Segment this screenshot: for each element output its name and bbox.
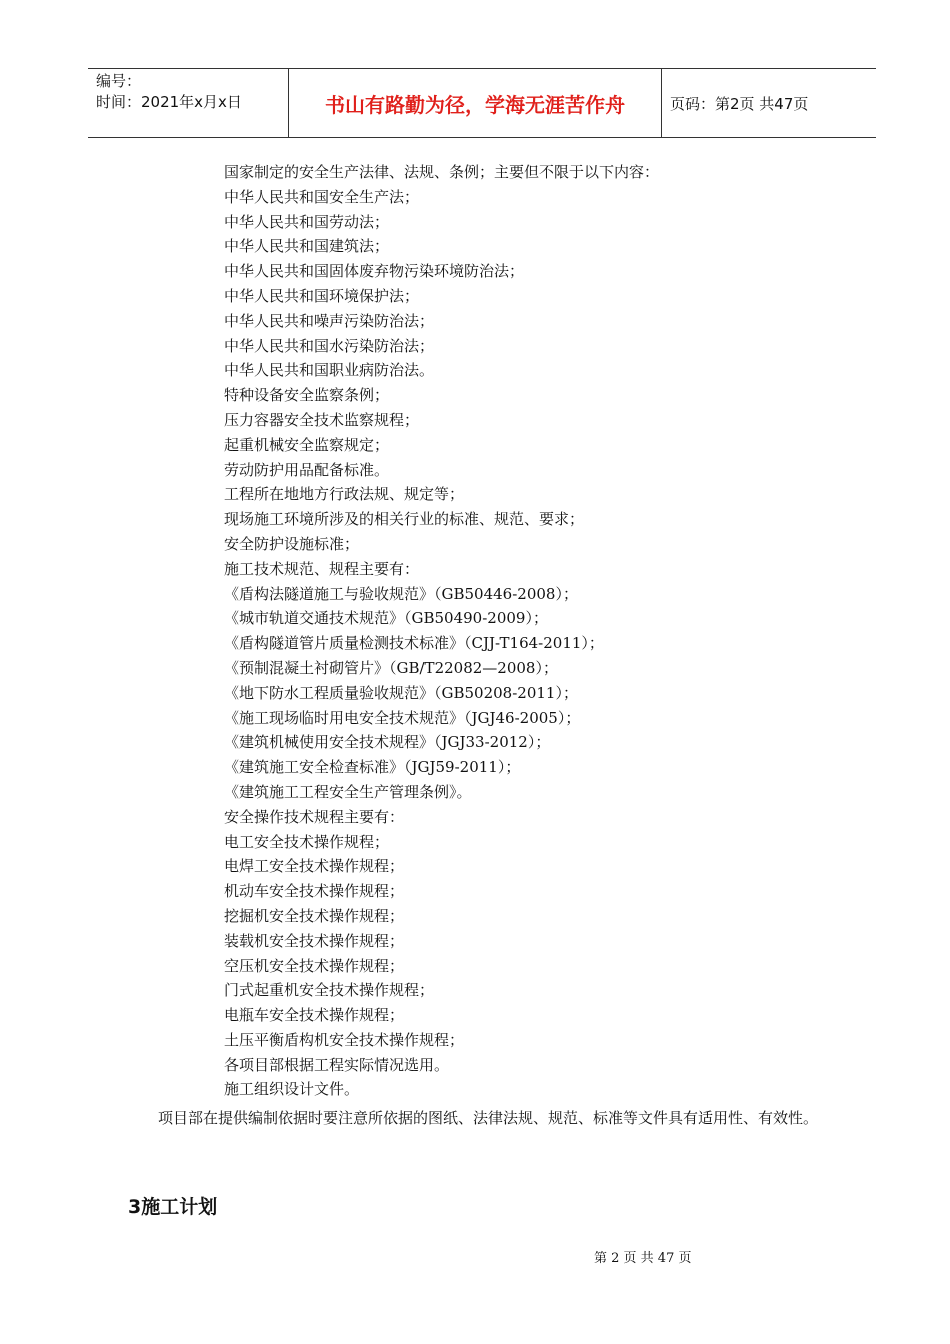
list-item: 《城市轨道交通技术规范》（GB50490-2009）； [224, 609, 548, 628]
list-item: 电瓶车安全技术操作规程； [224, 1006, 405, 1025]
list-item: 《盾构隧道管片质量检测技术标准》（CJJ-T164-2011）； [224, 634, 604, 653]
list-item: 中华人民共和国环境保护法； [224, 286, 420, 305]
list-item: 工程所在地地方行政法规、规定等； [224, 485, 465, 504]
page-header [88, 68, 876, 138]
list-item: 压力容器安全技术监察规程； [224, 410, 420, 429]
list-item: 《施工现场临时用电安全技术规范》（JGJ46-2005）； [224, 708, 581, 727]
regulation-list [224, 160, 659, 1102]
list-item: 国家制定的安全生产法律、法规、条例；主要但不限于以下内容： [224, 163, 660, 181]
list-item: 《预制混凝土衬砌管片》（GB/T22082—2008）； [224, 658, 558, 677]
list-item: 中华人民共和国安全生产法； [224, 187, 420, 206]
list-item: 现场施工环境所涉及的相关行业的标准、规范、要求； [224, 510, 585, 529]
list-item: 土压平衡盾构机安全技术操作规程； [224, 1030, 465, 1049]
list-item: 中华人民共和噪声污染防治法； [224, 311, 435, 330]
list-item: 中华人民共和国建筑法； [224, 237, 390, 256]
list-item: 装载机安全技术操作规程； [224, 931, 405, 950]
list-item: 电焊工安全技术操作规程； [224, 857, 405, 876]
list-item: 安全操作技术规程主要有： [224, 807, 405, 826]
document-date: 时间：2021年x月x日 [96, 93, 242, 111]
list-item: 《地下防水工程质量验收规范》（GB50208-2011）； [224, 683, 578, 702]
section-heading: 3施工计划 [128, 1196, 218, 1218]
list-item: 机动车安全技术操作规程； [224, 882, 405, 901]
header-motto: 书山有路勤为径，学海无涯苦作舟 [288, 69, 662, 137]
list-item: 中华人民共和国劳动法； [224, 212, 390, 231]
header-page-info: 页码：第2页 共47页 [670, 94, 809, 113]
list-item: 《建筑施工安全检查标准》（JGJ59-2011）； [224, 758, 521, 777]
list-item: 《建筑机械使用安全技术规程》（JGJ33-2012）； [224, 733, 551, 752]
list-item: 挖掘机安全技术操作规程； [224, 906, 405, 925]
list-item: 空压机安全技术操作规程； [224, 956, 405, 975]
list-item: 施工技术规范、规程主要有： [224, 559, 420, 578]
list-item: 电工安全技术操作规程； [224, 832, 390, 851]
list-item: 起重机械安全监察规定； [224, 435, 390, 454]
list-item: 劳动防护用品配备标准。 [224, 460, 390, 479]
body-paragraph: 项目部在提供编制依据时要注意所依据的图纸、法律法规、规范、标准等文件具有适用性、有效性。 [158, 1109, 819, 1127]
list-item: 中华人民共和国固体废弃物污染环境防治法； [224, 262, 525, 281]
list-item: 《建筑施工工程安全生产管理条例》。 [224, 782, 472, 801]
header-meta [88, 69, 288, 137]
list-item: 《盾构法隧道施工与验收规范》（GB50446-2008）； [224, 584, 578, 603]
document-number-label: 编号： [96, 72, 142, 90]
list-item: 门式起重机安全技术操作规程； [224, 981, 435, 1000]
list-item: 安全防护设施标准； [224, 534, 360, 553]
list-item: 施工组织设计文件。 [224, 1080, 360, 1099]
list-item: 特种设备安全监察条例； [224, 386, 390, 405]
page-footer: 第 2 页 共 47 页 [594, 1251, 692, 1266]
list-item: 各项目部根据工程实际情况选用。 [224, 1055, 450, 1074]
list-item: 中华人民共和国水污染防治法； [224, 336, 435, 355]
list-item: 中华人民共和国职业病防治法。 [224, 361, 435, 380]
